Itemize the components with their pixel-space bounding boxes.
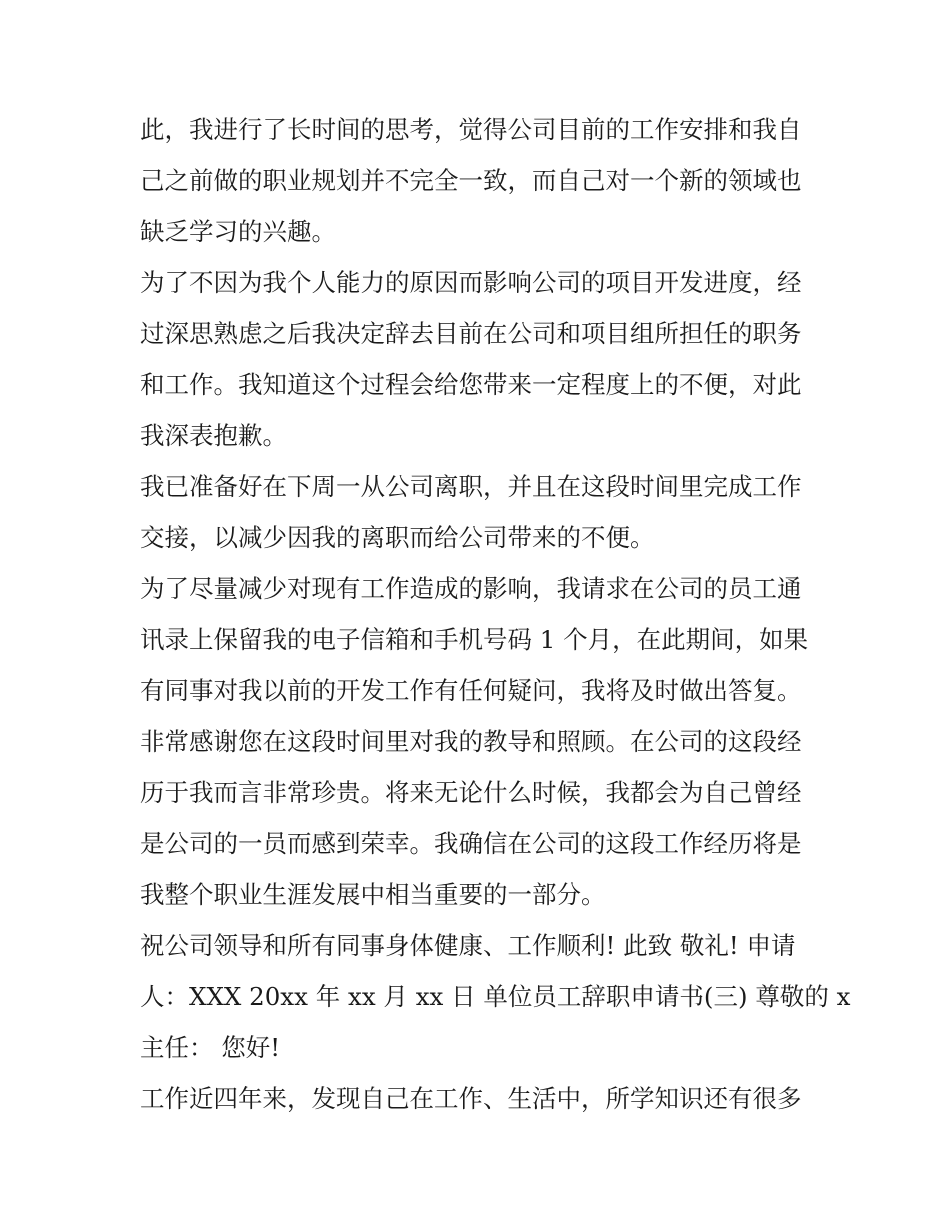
text-line: 为了尽量减少对现有工作造成的影响，我请求在公司的员工通 [140, 574, 802, 603]
text-line: 主任： 您好! [140, 1033, 281, 1062]
text-line: 非常感谢您在这段时间里对我的教导和照顾。在公司的这段经 [140, 727, 802, 756]
text-line: 讯录上保留我的电子信箱和手机号码 1 个月，在此期间，如果 [140, 625, 809, 654]
text-line: 我已准备好在下周一从公司离职，并且在这段时间里完成工作 [140, 472, 802, 501]
text-line: 祝公司领导和所有同事身体健康、工作顺利! 此致 敬礼! 申请 [140, 931, 796, 960]
text-line: 是公司的一员而感到荣幸。我确信在公司的这段工作经历将是 [140, 829, 802, 858]
text-line: 历于我而言非常珍贵。将来无论什么时候，我都会为自己曾经 [140, 778, 802, 807]
text-line: 为了不因为我个人能力的原因而影响公司的项目开发进度，经 [140, 268, 802, 297]
document-body [140, 104, 851, 1124]
text-line: 人：XXX 20xx 年 xx 月 xx 日 单位员工辞职申请书(三) 尊敬的 x [140, 982, 851, 1011]
text-line: 缺乏学习的兴趣。 [140, 217, 336, 246]
text-line: 我整个职业生涯发展中相当重要的一部分。 [140, 880, 606, 909]
text-line: 我深表抱歉。 [140, 421, 287, 450]
text-line: 此，我进行了长时间的思考，觉得公司目前的工作安排和我自 [140, 115, 802, 144]
text-line: 有同事对我以前的开发工作有任何疑问，我将及时做出答复。 [140, 676, 802, 705]
text-line: 过深思熟虑之后我决定辞去目前在公司和项目组所担任的职务 [140, 319, 802, 348]
text-line: 己之前做的职业规划并不完全一致，而自己对一个新的领域也 [140, 166, 802, 195]
text-line: 和工作。我知道这个过程会给您带来一定程度上的不便，对此 [140, 370, 802, 399]
text-line: 交接，以减少因我的离职而给公司带来的不便。 [140, 523, 655, 552]
text-line: 工作近四年来，发现自己在工作、生活中，所学知识还有很多 [140, 1084, 802, 1113]
